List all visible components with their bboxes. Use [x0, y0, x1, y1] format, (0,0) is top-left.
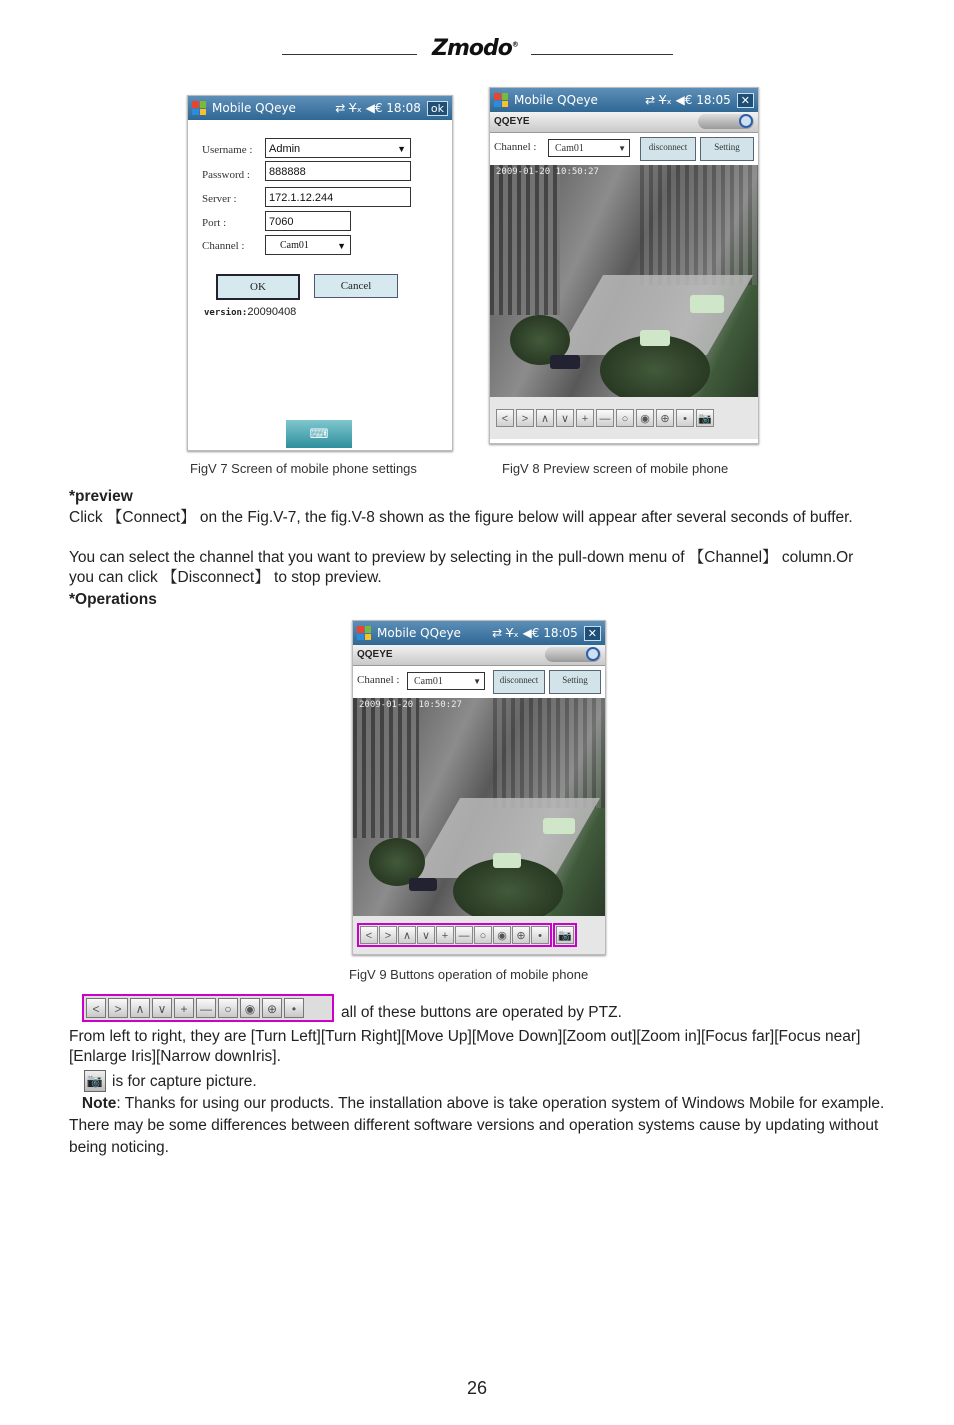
- note-label: Note: [81, 1095, 117, 1112]
- enlarge-iris-button[interactable]: ⊕: [656, 409, 674, 427]
- chevron-down-icon: ▼: [618, 144, 626, 153]
- zoom-in-button[interactable]: —: [196, 998, 216, 1018]
- focus-near-button[interactable]: ◉: [636, 409, 654, 427]
- note-text: : Thanks for using our products. The installation above is take operation system of Windows Mobile for example. There may be some differences between different software versions and operation systems cause by updating without being noticing.: [69, 1095, 885, 1156]
- fig7-caption: FigV 7 Screen of mobile phone settings: [190, 461, 417, 476]
- camera-icon: 📷: [84, 1070, 106, 1092]
- setting-button[interactable]: Setting: [700, 137, 754, 161]
- page-number: 26: [466, 1378, 488, 1398]
- header-rule-left: [282, 54, 417, 55]
- fig8-status-icons: ⇄ Y̶ₓ ◀€ 18:05: [645, 93, 731, 107]
- cancel-button[interactable]: Cancel: [314, 274, 398, 298]
- operations-heading: *Operations: [69, 591, 157, 608]
- fig9-titlebar: [353, 621, 605, 645]
- fig9-caption: FigV 9 Buttons operation of mobile phone: [349, 967, 589, 982]
- move-down-button[interactable]: ∨: [556, 409, 574, 427]
- fig8-phone-preview-screen: [489, 87, 759, 444]
- qqeye-brand: QQEYE: [357, 649, 393, 660]
- version-value: 20090408: [247, 306, 297, 318]
- zoom-in-button[interactable]: —: [596, 409, 614, 427]
- preview-heading: *preview: [69, 488, 133, 505]
- fig7-ok-titlebar-button[interactable]: ok: [427, 101, 448, 116]
- enlarge-iris-button[interactable]: ⊕: [512, 926, 530, 944]
- channel-select[interactable]: Cam01 ▼: [265, 235, 351, 255]
- zoom-out-button[interactable]: +: [174, 998, 194, 1018]
- fig8-caption: FigV 8 Preview screen of mobile phone: [502, 461, 729, 476]
- qqeye-brand-bar: [353, 645, 605, 666]
- turn-left-button[interactable]: <: [86, 998, 106, 1018]
- preview-paragraph-1: Click 【Connect】 on the Fig.V-7, the fig.V-8 shown as the figure below will appear after several seconds of buffer.: [69, 509, 853, 526]
- chevron-down-icon: ▼: [397, 144, 406, 154]
- focus-far-button[interactable]: ○: [474, 926, 492, 944]
- move-down-button[interactable]: ∨: [152, 998, 172, 1018]
- video-timestamp: 2009-01-20 10:50:27: [359, 700, 462, 710]
- ptz-description: all of these buttons are operated by PTZ.: [341, 1004, 622, 1021]
- server-field[interactable]: 172.1.12.244: [265, 187, 411, 207]
- move-up-button[interactable]: ∧: [536, 409, 554, 427]
- narrow-iris-button[interactable]: •: [531, 926, 549, 944]
- turn-left-button[interactable]: <: [496, 409, 514, 427]
- qqeye-brand-bar: [490, 112, 758, 133]
- fig8-ptz-toolbar: [490, 397, 758, 439]
- camera-icon[interactable]: 📷: [696, 409, 714, 427]
- zoom-out-button[interactable]: +: [436, 926, 454, 944]
- close-icon[interactable]: ✕: [584, 626, 601, 641]
- header-rule-right: [531, 54, 673, 55]
- channel-select[interactable]: Cam01 ▼: [407, 672, 485, 690]
- focus-far-button[interactable]: ○: [616, 409, 634, 427]
- toggle-switch[interactable]: [698, 114, 754, 129]
- close-icon[interactable]: ✕: [737, 93, 754, 108]
- channel-label: Channel :: [202, 240, 245, 252]
- fig7-titlebar: [188, 96, 452, 120]
- preview-paragraph-2: You can select the channel that you want to preview by selecting in the pull-down menu of 【Channel】 column.Or you can click 【Disconnect】 to stop preview.: [69, 549, 854, 586]
- note-paragraph: [69, 1093, 891, 1159]
- windows-start-icon[interactable]: [192, 101, 206, 115]
- capture-description: is for capture picture.: [112, 1073, 257, 1090]
- focus-near-button[interactable]: ◉: [240, 998, 260, 1018]
- fig7-phone-settings-screen: [187, 95, 453, 451]
- move-down-button[interactable]: ∨: [417, 926, 435, 944]
- chevron-down-icon: ▼: [473, 677, 481, 686]
- turn-left-button[interactable]: <: [360, 926, 378, 944]
- fig9-ptz-toolbar: [353, 916, 605, 954]
- port-label: Port :: [202, 217, 227, 229]
- capture-button-highlight: [553, 923, 577, 947]
- version-text: [204, 306, 296, 318]
- username-select[interactable]: Admin ▼: [265, 138, 411, 158]
- camera-icon[interactable]: 📷: [556, 926, 574, 944]
- fig8-app-title: Mobile QQeye: [514, 93, 598, 107]
- camera-preview-image: [490, 165, 758, 397]
- ptz-buttons-highlight: [357, 923, 552, 947]
- camera-preview-image: [353, 698, 605, 916]
- username-label: Username :: [202, 144, 253, 156]
- zmodo-logo: Zmodo®: [432, 36, 518, 61]
- fig7-status-icons: ⇄ Y̶ₓ ◀€ 18:08: [335, 101, 421, 115]
- channel-row: [353, 666, 605, 698]
- channel-row: [490, 133, 758, 165]
- turn-right-button[interactable]: >: [516, 409, 534, 427]
- zoom-out-button[interactable]: +: [576, 409, 594, 427]
- port-field[interactable]: 7060: [265, 211, 351, 231]
- channel-select[interactable]: Cam01 ▼: [548, 139, 630, 157]
- ok-button[interactable]: OK: [216, 274, 300, 300]
- fig7-app-title: Mobile QQeye: [212, 101, 296, 115]
- keyboard-icon[interactable]: ⌨: [286, 420, 352, 448]
- fig9-status-icons: ⇄ Y̶ₓ ◀€ 18:05: [492, 626, 578, 640]
- move-up-button[interactable]: ∧: [398, 926, 416, 944]
- narrow-iris-button[interactable]: •: [676, 409, 694, 427]
- focus-far-button[interactable]: ○: [218, 998, 238, 1018]
- turn-right-button[interactable]: >: [108, 998, 128, 1018]
- zoom-in-button[interactable]: —: [455, 926, 473, 944]
- toggle-switch[interactable]: [545, 647, 601, 662]
- turn-right-button[interactable]: >: [379, 926, 397, 944]
- channel-label: Channel :: [494, 141, 537, 153]
- windows-start-icon[interactable]: [357, 626, 371, 640]
- fig9-phone-preview-screen: [352, 620, 606, 955]
- fig8-titlebar: [490, 88, 758, 112]
- fig9-app-title: Mobile QQeye: [377, 626, 461, 640]
- ptz-button-list: From left to right, they are [Turn Left][Turn Right][Move Up][Move Down][Zoom out][Zoom in][Focus far][Focus near][Enlarge Iris][Narrow downIris].: [69, 1028, 861, 1065]
- server-label: Server :: [202, 193, 237, 205]
- chevron-down-icon: ▼: [337, 241, 346, 251]
- channel-label: Channel :: [357, 674, 400, 686]
- enlarge-iris-button[interactable]: ⊕: [262, 998, 282, 1018]
- narrow-iris-button[interactable]: •: [284, 998, 304, 1018]
- windows-start-icon[interactable]: [494, 93, 508, 107]
- password-field[interactable]: 888888: [265, 161, 411, 181]
- qqeye-brand: QQEYE: [494, 116, 530, 127]
- version-label: version:: [204, 308, 248, 318]
- setting-button[interactable]: Setting: [549, 670, 601, 694]
- disconnect-button[interactable]: disconnect: [493, 670, 545, 694]
- focus-near-button[interactable]: ◉: [493, 926, 511, 944]
- ptz-buttons-strip: [82, 994, 334, 1022]
- move-up-button[interactable]: ∧: [130, 998, 150, 1018]
- video-timestamp: 2009-01-20 10:50:27: [496, 167, 599, 177]
- disconnect-button[interactable]: disconnect: [640, 137, 696, 161]
- password-label: Password :: [202, 169, 250, 181]
